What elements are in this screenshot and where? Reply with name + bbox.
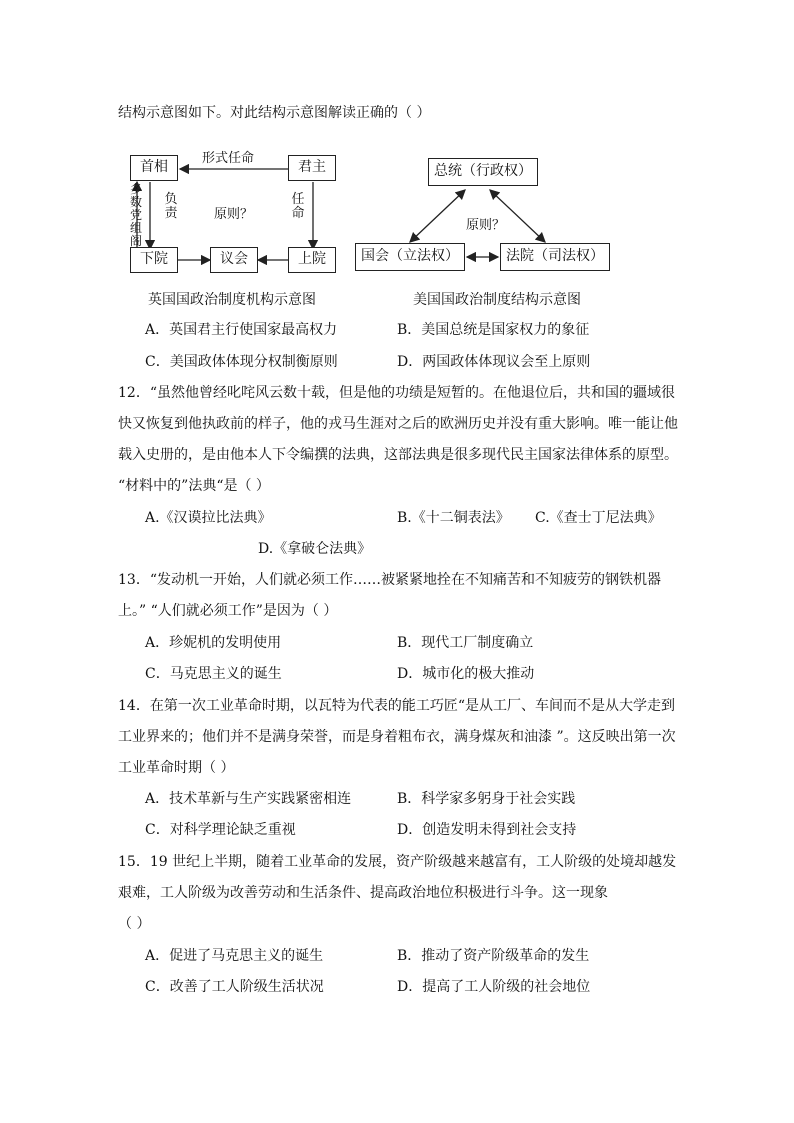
q14-option-a[interactable]: A．技术革新与生产实践紧密相连: [145, 791, 352, 807]
q11-option-d[interactable]: D．两国政体体现议会至上原则: [397, 354, 591, 370]
label-majority-cabinet: 多数党组阁: [130, 182, 143, 248]
q15-stem-line3: （ ）: [118, 916, 151, 932]
q12-stem-line1: 12．“虽然他曾经叱咤风云数十载，但是他的功绩是短暂的。在他退位后，共和国的疆域很: [118, 385, 675, 401]
q12-stem-line3: 载入史册的，是由他本人下令编撰的法典，这部法典是很多现代民主国家法律体系的原型。: [118, 447, 678, 463]
q13-option-b[interactable]: B．现代工厂制度确立: [397, 635, 534, 651]
q14-option-b[interactable]: B．科学家多躬身于社会实践: [397, 791, 576, 807]
q12-option-c[interactable]: C.《查士丁尼法典》: [535, 510, 662, 526]
box-parliament: 议会: [210, 247, 258, 273]
label-responsible: 负责: [164, 192, 178, 221]
q12-option-b[interactable]: B.《十二铜表法》: [397, 510, 510, 526]
q13-stem-line2: 上。” “人们就必须工作”是因为（ ）: [118, 603, 338, 619]
q14-stem-line2: 工业界来的；他们并不是满身荣誉，而是身着粗布衣，满身煤灰和油漆 ”。这反映出第一次: [118, 729, 676, 745]
arrow-president-court: [490, 190, 545, 242]
q15-option-c[interactable]: C．改善了工人阶级生活状况: [145, 979, 324, 995]
q14-stem-line3: 工业革命时期（ ）: [118, 760, 235, 776]
q13-option-c[interactable]: C．马克思主义的诞生: [145, 666, 282, 682]
label-appoint: 任命: [291, 192, 305, 221]
us-diagram-caption: 美国国政治制度结构示意图: [413, 292, 581, 308]
q11-option-a[interactable]: A．英国君主行使国家最高权力: [145, 322, 338, 338]
box-upper-house: 上院: [288, 247, 336, 273]
q11-option-b[interactable]: B．美国总统是国家权力的象征: [397, 322, 590, 338]
q15-option-a[interactable]: A．促进了马克思主义的诞生: [145, 948, 324, 964]
question-intro: 结构示意图如下。对此结构示意图解读正确的（ ）: [118, 105, 431, 121]
q13-option-d[interactable]: D．城市化的极大推动: [397, 666, 535, 682]
q15-stem-line2: 艰难，工人阶级为改善劳动和生活条件、提高政治地位积极进行斗争。这一现象: [118, 885, 608, 901]
q13-option-a[interactable]: A．珍妮机的发明使用: [145, 635, 282, 651]
q12-option-d[interactable]: D.《拿破仑法典》: [258, 541, 372, 557]
q12-stem-line2: 快又恢复到他执政前的样子，他的戎马生涯对之后的欧洲历史并没有重大影响。唯一能让他: [118, 416, 678, 432]
label-uk-principle: 原则？: [214, 207, 254, 222]
label-formal-appoint: 形式任命: [202, 151, 255, 166]
box-prime-minister: 首相: [130, 155, 178, 181]
box-president: 总统（行政权）: [428, 158, 538, 186]
us-diagram: [350, 150, 620, 275]
box-lower-house: 下院: [130, 247, 178, 273]
box-court: 法院（司法权）: [500, 243, 610, 271]
q11-option-c[interactable]: C．美国政体体现分权制衡原则: [145, 354, 338, 370]
box-congress: 国会（立法权）: [355, 243, 465, 271]
q15-option-b[interactable]: B．推动了资产阶级革命的发生: [397, 948, 590, 964]
q12-stem-line4: “材料中的”法典“是（ ）: [118, 478, 270, 494]
uk-diagram-caption: 英国国政治制度机构示意图: [148, 292, 316, 308]
q15-option-d[interactable]: D．提高了工人阶级的社会地位: [397, 979, 591, 995]
arrow-president-congress: [410, 190, 465, 242]
label-us-principle: 原则？: [466, 218, 506, 233]
q15-stem-line1: 15．19 世纪上半期，随着工业革命的发展，资产阶级越来越富有，工人阶级的处境却越发: [118, 854, 677, 870]
q14-option-d[interactable]: D．创造发明未得到社会支持: [397, 822, 577, 838]
q14-stem-line1: 14．在第一次工业革命时期，以瓦特为代表的能工巧匠“是从工厂、车间而不是从大学走到: [118, 698, 675, 714]
uk-diagram: [120, 145, 345, 275]
q12-option-a[interactable]: A.《汉谟拉比法典》: [145, 510, 272, 526]
q14-option-c[interactable]: C．对科学理论缺乏重视: [145, 822, 296, 838]
box-monarch: 君主: [288, 155, 336, 181]
q13-stem-line1: 13．“发动机一开始，人们就必须工作……被紧紧地拴在不知痛苦和不知疲劳的钢铁机器: [118, 572, 661, 588]
